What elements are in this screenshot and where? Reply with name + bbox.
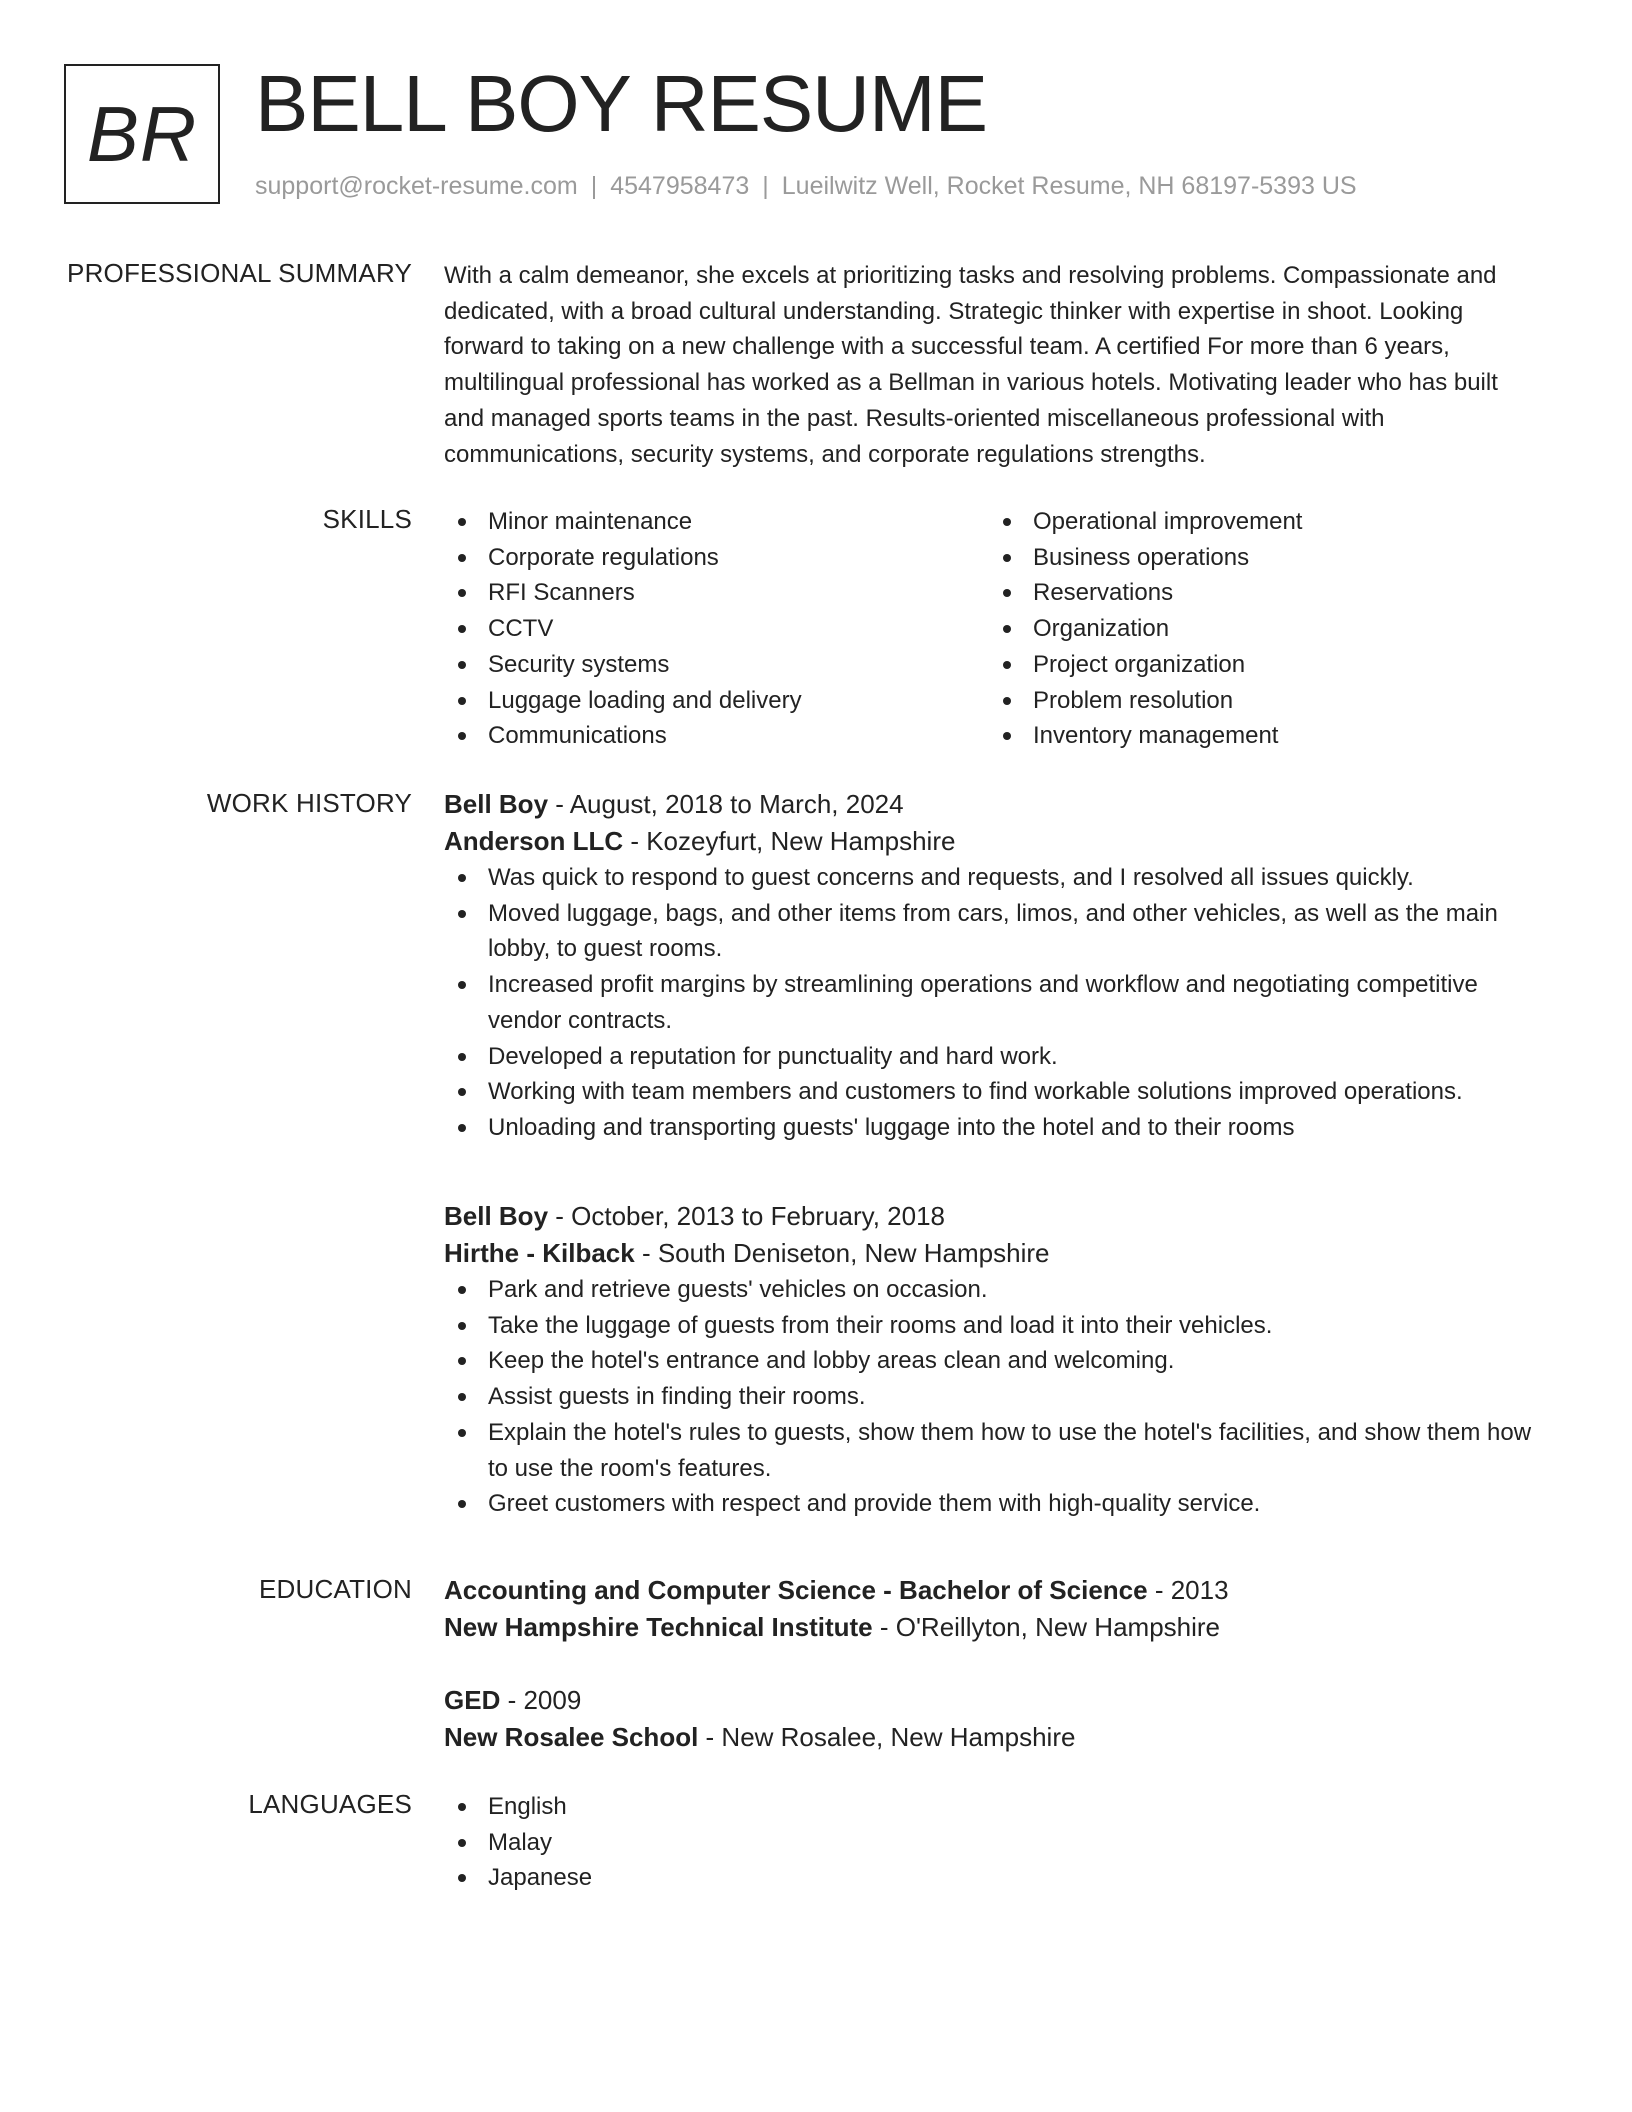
job-duties-list bbox=[444, 1272, 1544, 1522]
skill-item: Organization bbox=[989, 611, 1534, 647]
education-location: - O'Reillyton, New Hampshire bbox=[872, 1612, 1221, 1642]
section-label-summary: PROFESSIONAL SUMMARY bbox=[67, 258, 412, 288]
education-degree-line bbox=[444, 1572, 1544, 1609]
education-school: New Hampshire Technical Institute bbox=[444, 1612, 873, 1642]
contact-address: Lueilwitz Well, Rocket Resume, NH 68197-5393 US bbox=[781, 172, 1357, 200]
education-degree-line bbox=[444, 1682, 1544, 1719]
job-duty: Working with team members and customers to find workable solutions improved operations. bbox=[444, 1074, 1544, 1110]
job-title: Bell Boy bbox=[444, 789, 549, 819]
skill-item: RFI Scanners bbox=[444, 575, 989, 611]
job-duty: Unloading and transporting guests' luggage into the hotel and to their rooms bbox=[444, 1110, 1544, 1146]
section-label-languages: LANGUAGES bbox=[248, 1789, 412, 1819]
job-duty: Assist guests in finding their rooms. bbox=[444, 1379, 1544, 1415]
contact-email: support@rocket-resume.com bbox=[255, 172, 578, 200]
education-entry bbox=[444, 1572, 1544, 1646]
education-school: New Rosalee School bbox=[444, 1722, 699, 1752]
job-duty: Keep the hotel's entrance and lobby areas clean and welcoming. bbox=[444, 1343, 1544, 1379]
skill-item: Corporate regulations bbox=[444, 540, 989, 576]
contact-separator: | bbox=[762, 172, 769, 200]
resume-title: BELL BOY RESUME bbox=[255, 59, 987, 148]
monogram-logo: BR bbox=[64, 64, 220, 204]
skills-list-left bbox=[444, 504, 989, 754]
skill-item: Minor maintenance bbox=[444, 504, 989, 540]
languages-list bbox=[444, 1789, 1544, 1896]
education-entry bbox=[444, 1682, 1544, 1756]
job-company: Anderson LLC bbox=[444, 826, 624, 856]
job-duties-list bbox=[444, 860, 1544, 1146]
job-duty: Greet customers with respect and provide them with high-quality service. bbox=[444, 1486, 1544, 1522]
contact-phone: 4547958473 bbox=[610, 172, 750, 200]
job-company: Hirthe - Kilback bbox=[444, 1238, 635, 1268]
languages-body bbox=[444, 1789, 1544, 1896]
skill-item: Communications bbox=[444, 718, 989, 754]
job-company-line bbox=[444, 1235, 1544, 1272]
job-location: - Kozeyfurt, New Hampshire bbox=[623, 826, 956, 856]
job-duty: Park and retrieve guests' vehicles on occasion. bbox=[444, 1272, 1544, 1308]
education-year: - 2009 bbox=[500, 1685, 582, 1715]
section-label-education: EDUCATION bbox=[259, 1574, 412, 1604]
job-location: - South Deniseton, New Hampshire bbox=[634, 1238, 1050, 1268]
job-dates: - August, 2018 to March, 2024 bbox=[548, 789, 904, 819]
job-duty: Was quick to respond to guest concerns and requests, and I resolved all issues quickly. bbox=[444, 860, 1544, 896]
skill-item: Luggage loading and delivery bbox=[444, 683, 989, 719]
contact-line bbox=[255, 172, 1357, 201]
education-degree: GED bbox=[444, 1685, 501, 1715]
job-dates: - October, 2013 to February, 2018 bbox=[548, 1201, 946, 1231]
contact-separator: | bbox=[590, 172, 598, 200]
job-duty: Take the luggage of guests from their rooms and load it into their vehicles. bbox=[444, 1308, 1544, 1344]
section-label-skills: SKILLS bbox=[322, 504, 412, 534]
skills-list-right bbox=[989, 504, 1534, 754]
job-company-line bbox=[444, 823, 1544, 860]
skill-item: Reservations bbox=[989, 575, 1534, 611]
skill-item: Inventory management bbox=[989, 718, 1534, 754]
job-duty: Moved luggage, bags, and other items from cars, limos, and other vehicles, as well as the main lobby, to guest rooms. bbox=[444, 896, 1544, 967]
skill-item: Operational improvement bbox=[989, 504, 1534, 540]
language-item: Malay bbox=[444, 1825, 1544, 1861]
job-duty: Developed a reputation for punctuality and hard work. bbox=[444, 1039, 1544, 1075]
skill-item: Project organization bbox=[989, 647, 1534, 683]
education-location: - New Rosalee, New Hampshire bbox=[698, 1722, 1076, 1752]
job-duty: Explain the hotel's rules to guests, show them how to use the hotel's facilities, and show them how to use the room's features. bbox=[444, 1415, 1544, 1486]
skill-item: CCTV bbox=[444, 611, 989, 647]
job-title-line bbox=[444, 1198, 1544, 1235]
skills-columns bbox=[444, 504, 1544, 754]
job-entry bbox=[444, 1198, 1544, 1522]
skill-item: Security systems bbox=[444, 647, 989, 683]
education-school-line bbox=[444, 1609, 1544, 1646]
skill-item: Problem resolution bbox=[989, 683, 1534, 719]
language-item: English bbox=[444, 1789, 1544, 1825]
job-title-line bbox=[444, 786, 1544, 823]
section-label-work: WORK HISTORY bbox=[206, 788, 412, 818]
language-item: Japanese bbox=[444, 1860, 1544, 1896]
education-school-line bbox=[444, 1719, 1544, 1756]
resume-header bbox=[64, 59, 1544, 214]
skill-item: Business operations bbox=[989, 540, 1534, 576]
education-degree: Accounting and Computer Science - Bachelor of Science bbox=[444, 1575, 1148, 1605]
summary-text: With a calm demeanor, she excels at prioritizing tasks and resolving problems. Compassionate and dedicated, with a broad cultural understanding. Strategic thinker with expertise in shoot. Looking forward to taking on a new challenge with a successful team. A certified For more than 6 years, multilingual professional has worked as a Bellman in various hotels. Motivating leader who has built and managed sports teams in the past. Results-oriented miscellaneous professional with communications, security systems, and corporate regulations strengths. bbox=[444, 262, 1498, 468]
job-duty: Increased profit margins by streamlining operations and workflow and negotiating competitive vendor contracts. bbox=[444, 967, 1544, 1038]
education-year: - 2013 bbox=[1147, 1575, 1229, 1605]
job-entry bbox=[444, 786, 1544, 1146]
job-title: Bell Boy bbox=[444, 1201, 549, 1231]
